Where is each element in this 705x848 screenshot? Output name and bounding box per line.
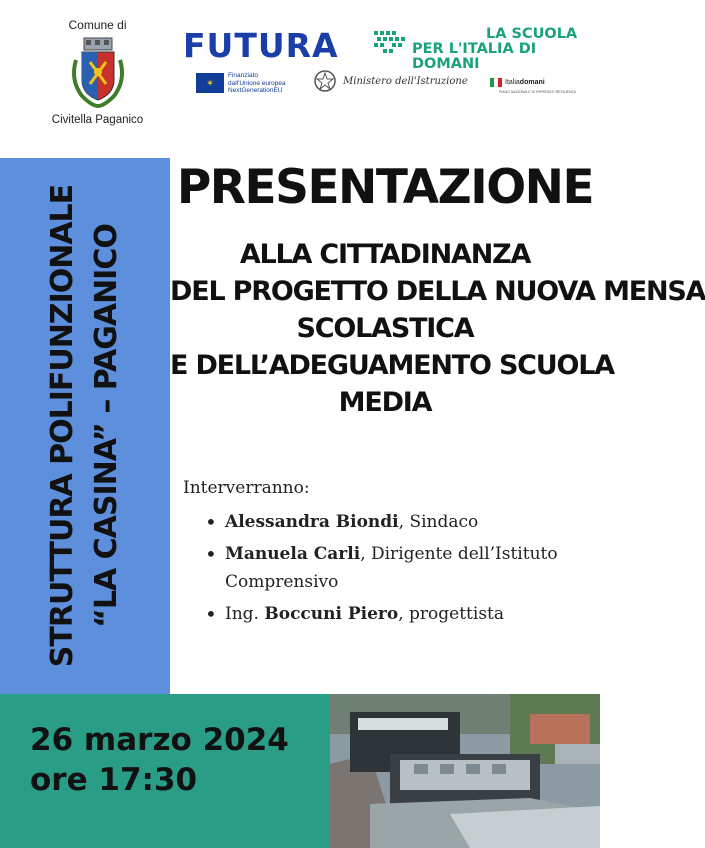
- speaker-item: [183, 508, 593, 536]
- scuola-line1: LA SCUOLA: [486, 26, 578, 42]
- event-time: ore 17:30: [30, 762, 198, 798]
- speaker-role: , progettista: [398, 604, 505, 624]
- comune-name: Civitella Paganico: [51, 114, 144, 126]
- speaker-name: Manuela Carli: [225, 544, 361, 564]
- subtitle-line: SCOLASTICA: [296, 313, 474, 344]
- scuola-text: [412, 27, 587, 72]
- italy-flag-icon: [490, 78, 502, 87]
- subtitle-line: MEDIA: [338, 387, 432, 418]
- italiadomani-text: [505, 79, 545, 86]
- speaker-name: Boccuni Piero: [264, 604, 399, 624]
- eu-flag-icon: ✶: [196, 73, 224, 93]
- speaker-role: , Dirigente dell’Istituto Comprensivo: [225, 544, 558, 592]
- bottom-band: [0, 694, 600, 848]
- scuola-italia-logo: [372, 26, 587, 72]
- scuola-line2: PER L'ITALIA DI DOMANI: [412, 41, 537, 72]
- ministero-text: Ministero dell'Istruzione: [343, 75, 468, 87]
- italia-part: Italia: [505, 79, 520, 86]
- eu-text: [228, 72, 286, 95]
- speaker-item: [183, 540, 593, 596]
- speaker-item: [183, 600, 593, 628]
- event-datetime: [30, 720, 289, 800]
- italiadomani-subtitle: PIANO NAZIONALE DI RIPRESA E RESILIENZA: [499, 90, 577, 94]
- domani-part: domani: [519, 79, 545, 86]
- republic-emblem-icon: [313, 68, 337, 94]
- coat-of-arms-icon: [68, 36, 128, 108]
- eu-line3: NextGenerationEU: [228, 87, 283, 94]
- speakers-section: [183, 478, 593, 632]
- venue-text: [41, 161, 129, 691]
- subtitle-line: E DELL’ADEGUAMENTO SCUOLA: [170, 350, 614, 381]
- event-date: 26 marzo 2024: [30, 722, 289, 758]
- italiadomani-logo: [490, 78, 545, 87]
- eu-line1: Finanziato: [228, 72, 258, 79]
- eu-logo: [196, 72, 286, 95]
- building-photo: [330, 694, 600, 848]
- venue-line1: STRUTTURA POLIFUNZIONALE: [45, 184, 80, 668]
- ministero-logo: [313, 68, 468, 94]
- speaker-name: Alessandra Biondi: [225, 512, 399, 532]
- main-subtitle: [170, 236, 705, 421]
- futura-logo: FUTURA: [183, 26, 339, 65]
- venue-line2: “LA CASINA” – PAGANICO: [89, 224, 124, 628]
- main-title: PRESENTAZIONE: [176, 160, 594, 215]
- header: [0, 0, 600, 155]
- subtitle-line: ALLA CITTADINANZA: [239, 239, 531, 270]
- comune-logo: [40, 18, 155, 126]
- speakers-list: [183, 508, 593, 628]
- speakers-intro: Interverranno:: [183, 478, 310, 498]
- subtitle-line: DEL PROGETTO DELLA NUOVA MENSA: [170, 276, 705, 307]
- comune-label: Comune di: [68, 18, 127, 32]
- eu-line2: dall'Unione europea: [228, 79, 286, 87]
- side-band: [0, 158, 170, 694]
- speaker-prefix: Ing.: [225, 604, 265, 624]
- speaker-role: , Sindaco: [398, 512, 479, 532]
